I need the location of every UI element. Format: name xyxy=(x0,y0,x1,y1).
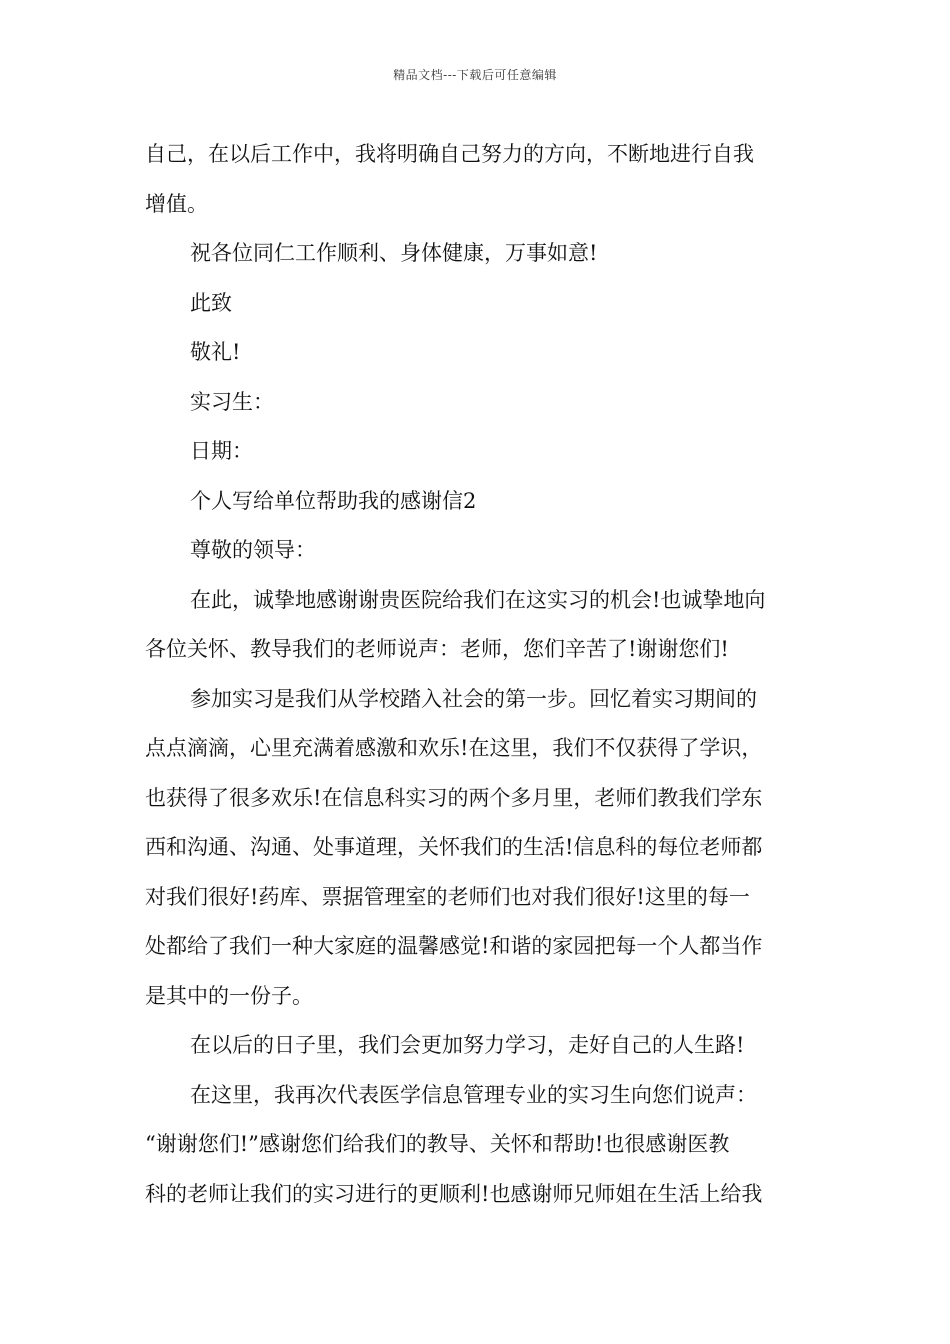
body-line: 科的老师让我们的实习进行的更顺利!也感谢师兄师姐在生活上给我 xyxy=(145,1181,763,1206)
body-line: 是其中的一份子。 xyxy=(145,983,313,1008)
body-line: 西和沟通、沟通、处事道理，关怀我们的生活!信息科的每位老师都 xyxy=(145,835,763,859)
date-label: 日期： xyxy=(190,439,253,463)
closing-regards: 敬礼! xyxy=(190,340,241,364)
body-line: 参加实习是我们从学校踏入社会的第一步。回忆着实习期间的 xyxy=(190,686,757,711)
body-line: 点点滴滴，心里充满着感激和欢乐!在这里，我们不仅获得了学识， xyxy=(145,736,763,760)
body-line: 在此，诚挚地感谢谢贵医院给我们在这实习的机会!也诚挚地向 xyxy=(190,587,766,612)
body-line: 增值。 xyxy=(145,191,208,216)
body-line: 对我们很好!药库、票据管理室的老师们也对我们很好!这里的每一 xyxy=(145,884,750,909)
body-line: 自己，在以后工作中，我将明确自己努力的方向，不断地进行自我 xyxy=(145,142,754,166)
body-line: 各位关怀、教导我们的老师说声：老师，您们辛苦了!谢谢您们! xyxy=(145,637,729,661)
greeting: 尊敬的领导： xyxy=(190,538,316,562)
body-line: 在以后的日子里，我们会更加努力学习，走好自己的人生路! xyxy=(190,1033,745,1057)
body-line: 在这里，我再次代表医学信息管理专业的实习生向您们说声： xyxy=(190,1082,757,1107)
body-line: “谢谢您们!”感谢您们给我们的教导、关怀和帮助!也很感谢医教 xyxy=(145,1132,730,1156)
page-header: 精品文档---下载后可任意编辑 xyxy=(393,68,557,82)
document-body xyxy=(145,130,807,1219)
body-line: 处都给了我们一种大家庭的温馨感觉!和谐的家园把每一个人都当作 xyxy=(145,934,763,958)
closing-salutation: 此致 xyxy=(190,290,232,315)
body-line: 祝各位同仁工作顺利、身体健康，万事如意! xyxy=(190,241,598,265)
body-line: 也获得了很多欢乐!在信息科实习的两个多月里，老师们教我们学东 xyxy=(145,785,763,810)
section-title: 个人写给单位帮助我的感谢信2 xyxy=(190,488,477,513)
signature-label: 实习生： xyxy=(190,389,274,414)
